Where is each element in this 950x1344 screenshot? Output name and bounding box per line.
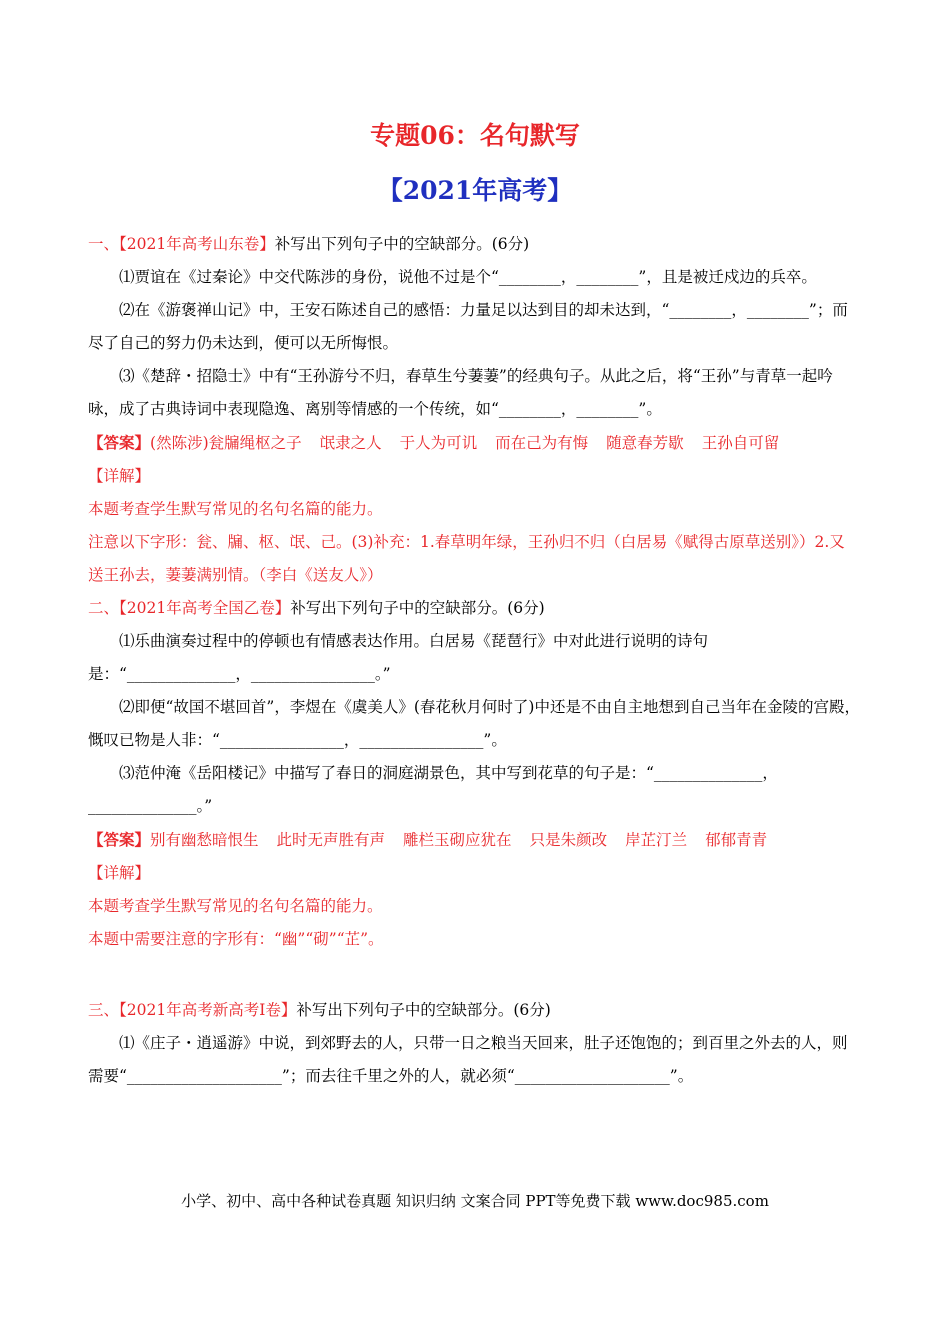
question-instruction: 补写出下列句子中的空缺部分。(6分) xyxy=(296,1001,551,1019)
page-subtitle: 【2021年高考】 xyxy=(377,176,573,205)
answer-item: 别有幽愁暗恨生 xyxy=(150,831,259,849)
question-item: ⑵即便“故国不堪回首”，李煜在《虞美人》(春花秋月何时了)中还是不由自主地想到自己当年在金陵的宫殿，慨叹已物是人非：“________________，________________”。 xyxy=(88,698,860,749)
answer-item: 王孙自可留 xyxy=(701,434,780,452)
question-instruction: 补写出下列句子中的空缺部分。(6分) xyxy=(274,235,530,253)
detail-text: 本题考查学生默写常见的名句名篇的能力。 xyxy=(88,500,383,518)
answer-label: 【答案】 xyxy=(88,433,151,452)
answer-item: 于人为可讥 xyxy=(399,434,478,452)
question-item: ⑴乐曲演奏过程中的停顿也有情感表达作用。白居易《琵琶行》中对此进行说明的诗句是：“______________，________________。” xyxy=(88,632,709,683)
question-source: 一、【2021年高考山东卷】 xyxy=(88,235,275,253)
answer-item: 随意春芳歇 xyxy=(606,434,684,452)
question-heading xyxy=(88,994,860,1027)
detail-text: 注意以下字形：瓮、牖、枢、氓、己。(3)补充：1.春草明年绿，王孙归不归（白居易《赋得古原草送别》）2.又送王孙去，萋萋满别情。（李白《送友人》） xyxy=(88,533,845,584)
answer-line xyxy=(88,426,860,460)
answer-line xyxy=(88,823,860,857)
question-item: ⑴贾谊在《过秦论》中交代陈涉的身份，说他不过是个“________，________”，且是被迁戍边的兵卒。 xyxy=(119,268,817,286)
question-item: ⑶《楚辞・招隐士》中有“王孙游兮不归，春草生兮萋萋”的经典句子。从此之后，将“王孙”与青草一起吟咏，成了古典诗词中表现隐逸、离别等情感的一个传统，如“________，________”。 xyxy=(88,367,833,418)
page-title: 专题06：名句默写 xyxy=(370,121,580,150)
document-content xyxy=(88,228,860,1093)
detail-text: 本题中需要注意的字形有：“幽”“砌”“芷”。 xyxy=(88,930,384,948)
answer-item: 此时无声胜有声 xyxy=(276,831,386,849)
question-section-2 xyxy=(88,592,860,956)
answer-item: (然陈涉)瓮牖绳枢之子 xyxy=(150,434,302,452)
question-section-1 xyxy=(88,228,860,592)
answer-item: 雕栏玉砌应犹在 xyxy=(403,831,512,849)
answer-item: 而在己为有悔 xyxy=(495,434,589,452)
detail-label: 【详解】 xyxy=(88,467,151,485)
question-source: 二、【2021年高考全国乙卷】 xyxy=(88,599,291,617)
question-heading xyxy=(88,592,860,625)
question-item: ⑵在《游褒禅山记》中，王安石陈述自己的感悟：力量足以达到目的却未达到，“________，________”；而尽了自己的努力仍未达到，便可以无所悔恨。 xyxy=(88,301,848,352)
answer-label: 【答案】 xyxy=(88,830,151,849)
question-item: ⑴《庄子・逍遥游》中说，到郊野去的人，只带一日之粮当天回来，肚子还饱饱的；到百里之外去的人，则需要“____________________”；而去往千里之外的人，就必须“____________________”。 xyxy=(88,1034,848,1085)
answer-item: 岸芷汀兰 xyxy=(625,831,688,849)
answer-item: 只是朱颜改 xyxy=(529,831,608,849)
question-section-3 xyxy=(88,994,860,1093)
detail-text: 本题考查学生默写常见的名句名篇的能力。 xyxy=(88,897,383,915)
detail-label: 【详解】 xyxy=(88,864,151,882)
page-footer: 小学、初中、高中各种试卷真题 知识归纳 文案合同 PPT等免费下载 www.doc985.com xyxy=(181,1192,769,1210)
answer-item: 氓隶之人 xyxy=(319,434,382,452)
question-heading xyxy=(88,228,860,261)
question-item: ⑶范仲淹《岳阳楼记》中描写了春日的洞庭湖景色，其中写到花草的句子是：“______________，______________。” xyxy=(88,764,778,815)
question-source: 三、【2021年高考新高考I卷】 xyxy=(88,1001,297,1019)
section-spacer xyxy=(88,956,860,994)
question-instruction: 补写出下列句子中的空缺部分。(6分) xyxy=(290,599,545,617)
answer-item: 郁郁青青 xyxy=(705,831,768,849)
